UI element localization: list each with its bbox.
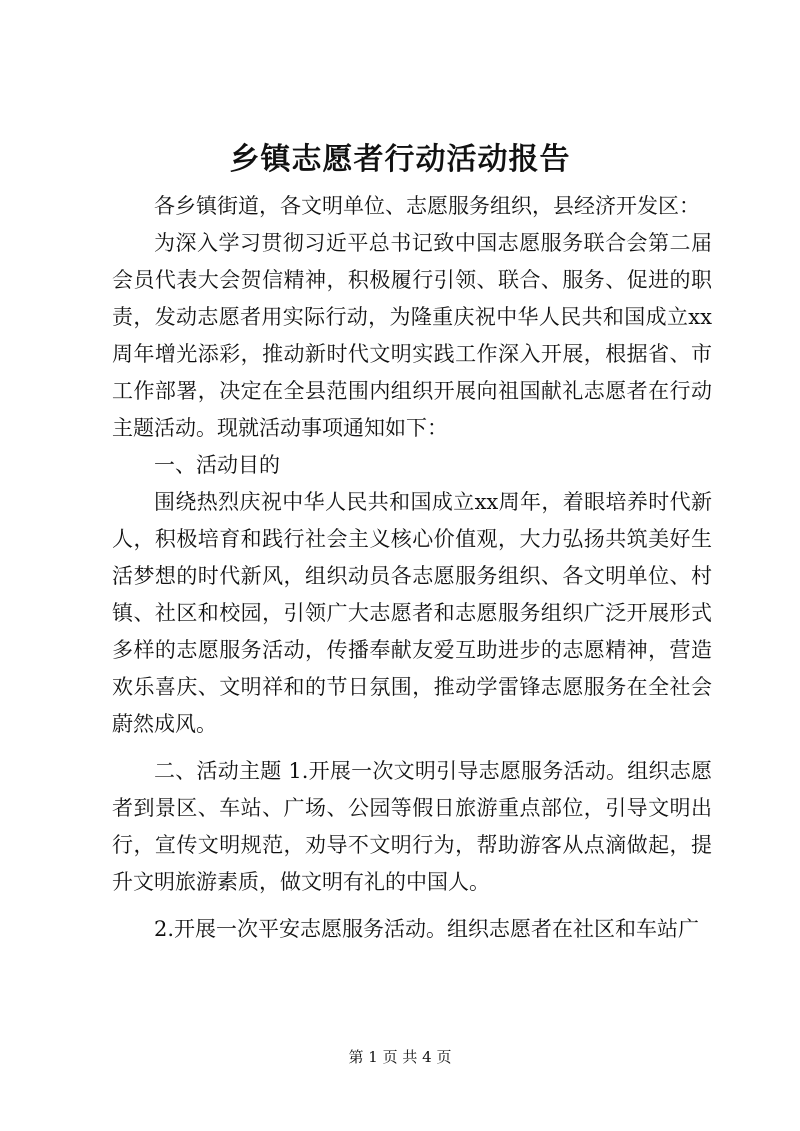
page-footer: 第 1 页 共 4 页 — [348, 1048, 452, 1066]
document-body — [112, 188, 712, 948]
purpose-paragraph: 围绕热烈庆祝中华人民共和国成立xx周年，着眼培养时代新人，积极培育和践行社会主义核心价值观，大力弘扬共筑美好生活梦想的时代新风，组织动员各志愿服务组织、各文明单位、村镇、社区和校园，引领广大志愿者和志愿服务组织广泛开展形式多样的志愿服务活动，传播奉献友爱互助进步的志愿精神，营造欢乐喜庆、文明祥和的节日氛围，推动学雷锋志愿服务在全社会蔚然成风。 — [112, 490, 712, 736]
theme-paragraph: 二、活动主题 1.开展一次文明引导志愿服务活动。组织志愿者到景区、车站、广场、公园等假日旅游重点部位，引导文明出行，宣传文明规范，劝导不文明行为，帮助游客从点滴做起，提升文明旅游素质，做文明有礼的中国人。 — [112, 759, 712, 894]
safety-paragraph: 2.开展一次平安志愿服务活动。组织志愿者在社区和车站广 — [154, 917, 700, 941]
intro-paragraph: 为深入学习贯彻习近平总书记致中国志愿服务联合会第二届会员代表大会贺信精神，积极履行引领、联合、服务、促进的职责，发动志愿者用实际行动，为隆重庆祝中华人民共和国成立xx周年增光添彩，推动新时代文明实践工作深入开展，根据省、市工作部署，决定在全县范围内组织开展向祖国献礼志愿者在行动主题活动。现就活动事项通知如下： — [112, 231, 712, 440]
salutation-paragraph: 各乡镇街道，各文明单位、志愿服务组织，县经济开发区： — [154, 194, 700, 218]
document-title: 乡镇志愿者行动活动报告 — [229, 142, 571, 177]
section-heading-purpose: 一、活动目的 — [154, 453, 280, 477]
